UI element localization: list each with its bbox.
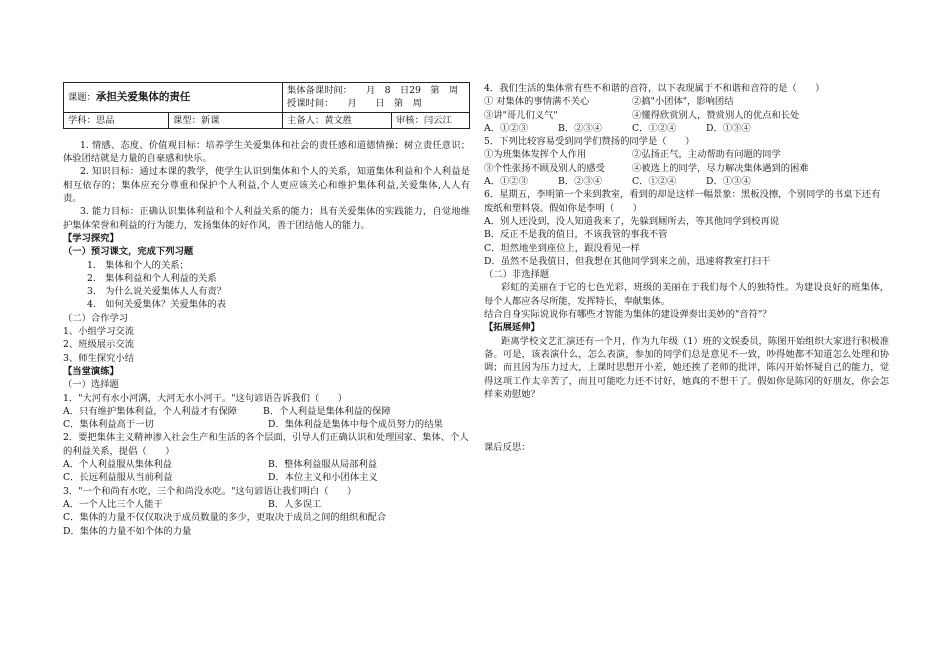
q3-options-row1 [63, 498, 470, 511]
q6-stem: 6．星期五，李明第一个来到教室，看到的却是这样一幅景象：黑板没擦，个别同学的书桌下还有废纸和塑料袋。假如你是李明（ ） [484, 189, 881, 214]
q4-statements-row2 [484, 109, 889, 122]
q1-option-b: B．个人利益是集体利益的保障 [263, 405, 391, 417]
subject-cell: 学科：思品 [64, 112, 169, 128]
preview-heading: （一）预习课文，完成下列习题 [63, 246, 194, 258]
q3-stem: 3．"一个和尚有水吃，三个和尚没水吃。"这句谚语让我们明白（ ） [63, 485, 357, 497]
q5-statement-1: ①为班集体发挥个人作用 [484, 149, 587, 161]
prep-time: 集体备课时间： 月 8 日29 第 周 [287, 85, 459, 96]
q4-options [484, 122, 889, 135]
q2-option-b: B．整体利益服从局部利益 [268, 459, 378, 471]
q1-option-d: D．集体利益是集体中每个成员努力的结果 [268, 419, 443, 431]
reflection-label: 课后反思： [484, 442, 531, 454]
teach-time: 授课时间： 月 日 第 周 [287, 98, 422, 110]
q3-option-b: B．人多误工 [268, 498, 322, 510]
coop-heading: （二）合作学习 [63, 312, 129, 324]
q4-statement-1: ① 对集体的事情满不关心 [484, 96, 590, 108]
q1-stem: 1．"大河有水小河满，大河无水小河干。"这句谚语告诉我们（ ） [63, 392, 348, 404]
extension-text: 距离学校文艺汇演还有一个月，作为九年级（1）班的文娱委员，陈图开始组织大家进行积极准备。可是，该表演什么，怎么表演，参加的同学们总是意见不一致，吵得她都不知道怎么处理和协调；而且因为压力过大，上课时思想开小差，她还挨了老师的批评，陈闪开始怀疑自己的能力，觉得这项工作太辛苦了，而且可能吃力还不讨好，她真的不想干了。假如你是陈冈的好朋友，你会怎样来劝慰她？ [484, 335, 889, 400]
q5-options [484, 175, 889, 188]
nonchoice-heading: （二）非选择题 [484, 269, 550, 281]
q5-option-b: B．②③④ [558, 176, 603, 188]
q4-statement-4: ④懂得欣赏别人，赞赏别人的优点和长处 [632, 109, 800, 121]
practice-heading: 【当堂演练】 [63, 365, 119, 377]
q5-statement-4: ④被选上的同学，尽力解决集体遇到的困难 [632, 162, 809, 174]
topic-cell [64, 83, 283, 113]
q5-statement-2: ②弘扬正气，主动帮助有问题的同学 [632, 149, 781, 161]
q4-option-b: B．②③④ [558, 122, 603, 134]
preview-q2: 2. 集体利益和个人利益的关系 [87, 272, 217, 284]
q5-option-d: D．①③④ [706, 176, 751, 188]
topic-label: 课题： [68, 91, 96, 103]
choice-heading: （一）选择题 [63, 379, 119, 391]
coop-item-1: 1、小组学习交流 [63, 326, 134, 338]
preview-q1: 1. 集体和个人的关系； [87, 259, 189, 271]
goal-1: 1. 情感、态度、价值观目标：培养学生关爱集体和社会的责任感和道德情操；树立责任意识；体验团结就是力量的自豪感和快乐。 [63, 139, 470, 165]
q4-option-a: A．①②③ [484, 122, 528, 134]
q1-options-row1 [63, 405, 470, 418]
right-column [484, 82, 889, 454]
q5-statements-row2 [484, 162, 889, 175]
left-column [63, 82, 470, 538]
q4-statement-2: ②搞"小团体"，影响团结 [632, 96, 734, 108]
q5-option-c: C．①②④ [632, 176, 677, 188]
extension-heading: 【拓展延伸】 [484, 322, 540, 334]
q5-option-a: A．①②③ [484, 176, 528, 188]
study-heading: 【学习探究】 [63, 232, 119, 244]
q6-option-b: B．反正不是我的值日，不该我管的事我不管 [484, 229, 668, 241]
q4-stem: 4．我们生活的集体常有些不和谐的音符，以下表现属于不和谐和音符的是（ ） [484, 83, 825, 94]
q5-statement-3: ③个性张扬不顾及别人的感受 [484, 162, 605, 174]
lesson-header-table [63, 82, 470, 129]
preview-q3: 3. 为什么说关爱集体人人有责？ [87, 286, 227, 298]
q5-statements-row1 [484, 148, 889, 161]
q2-option-d: D．本位主义和小团体主义 [268, 472, 378, 484]
q4-statements-row1 [484, 95, 889, 108]
q3-option-a: A．一个人比三个人能干 [63, 498, 163, 510]
q6-option-a: A．别人还没到，没人知道我来了，先躲到厕所去，等其他同学到校再说 [484, 215, 779, 227]
nonchoice-question: 结合自身实际说说你有哪些才智能为集体的建设弹奏出美妙的"音符"？ [484, 309, 772, 321]
q6-option-c: C．坦然地坐到座位上，跟没看见一样 [484, 242, 640, 254]
nonchoice-paragraph: 彩虹的美丽在于它的七色光彩，班级的美丽在于我们每个人的独特性。为建设良好的班集体，每个人都应各尽所能，发挥特长，奉献集体。 [484, 282, 889, 307]
goal-2: 2. 知识目标：通过本课的教学，使学生认识到集体和个人的关系，知道集体利益和个人利益是相互依存的；集体应充分尊重和保护个人利益,个人更应该关心和维护集体利益,关爱集体,人人有责。 [63, 166, 470, 205]
goal-3: 3. 能力目标：正确认识集体利益和个人利益关系的能力；具有关爱集体的实践能力，自觉地维护集体荣誉和利益的行为能力，发扬集体的好作风，善于团结他人的能力。 [63, 206, 470, 231]
q2-options-row2 [63, 471, 470, 484]
q3-option-c: C．集体的力量不仅仅取决于成员数量的多少，更取决于成员之间的组织和配合 [63, 512, 387, 524]
q5-stem: 5．下列比较容易受到同学们赞扬的同学是（ ） [484, 136, 695, 148]
q1-option-a: A．只有维护集体利益，个人利益才有保障 [63, 405, 238, 417]
q6-option-d: D．虽然不是我值日，但我想在其他同学到来之前，迅速将教室打扫干 [484, 255, 771, 267]
q4-option-c: C．①②④ [632, 122, 677, 134]
coop-item-3: 3、师生探究小结 [63, 352, 134, 364]
reviewer-cell: 审核：闫云江 [392, 112, 470, 128]
prep-time-cell [283, 83, 470, 113]
q2-stem: 2．要把集体主义精神渗入社会生产和生活的各个层面，引导人们正确认识和处理国家、集体、个人的利益关系，提倡（ ） [63, 432, 469, 457]
q1-option-c: C．集体利益高于一切 [63, 419, 154, 431]
q2-options-row1 [63, 458, 470, 471]
q1-options-row2 [63, 418, 470, 431]
q2-option-c: C．长远利益服从当前利益 [63, 472, 173, 484]
presenter-cell: 主备人：黄文胜 [283, 112, 392, 128]
coop-item-2: 2、班级展示交流 [63, 339, 134, 351]
spacer [484, 401, 889, 441]
q3-option-d: D．集体的力量不如个体的力量 [63, 525, 192, 537]
preview-q4: 4. 如何关爱集体？关爱集体的表 [87, 299, 227, 311]
lesson-type-cell: 课型：新课 [169, 112, 283, 128]
q4-option-d: D．①③④ [706, 122, 751, 134]
q4-statement-3: ③讲"哥儿们义气" [484, 109, 558, 121]
q2-option-a: A．个人利益服从集体利益 [63, 459, 172, 471]
topic-value: 承担关爱集体的责任 [95, 90, 191, 103]
